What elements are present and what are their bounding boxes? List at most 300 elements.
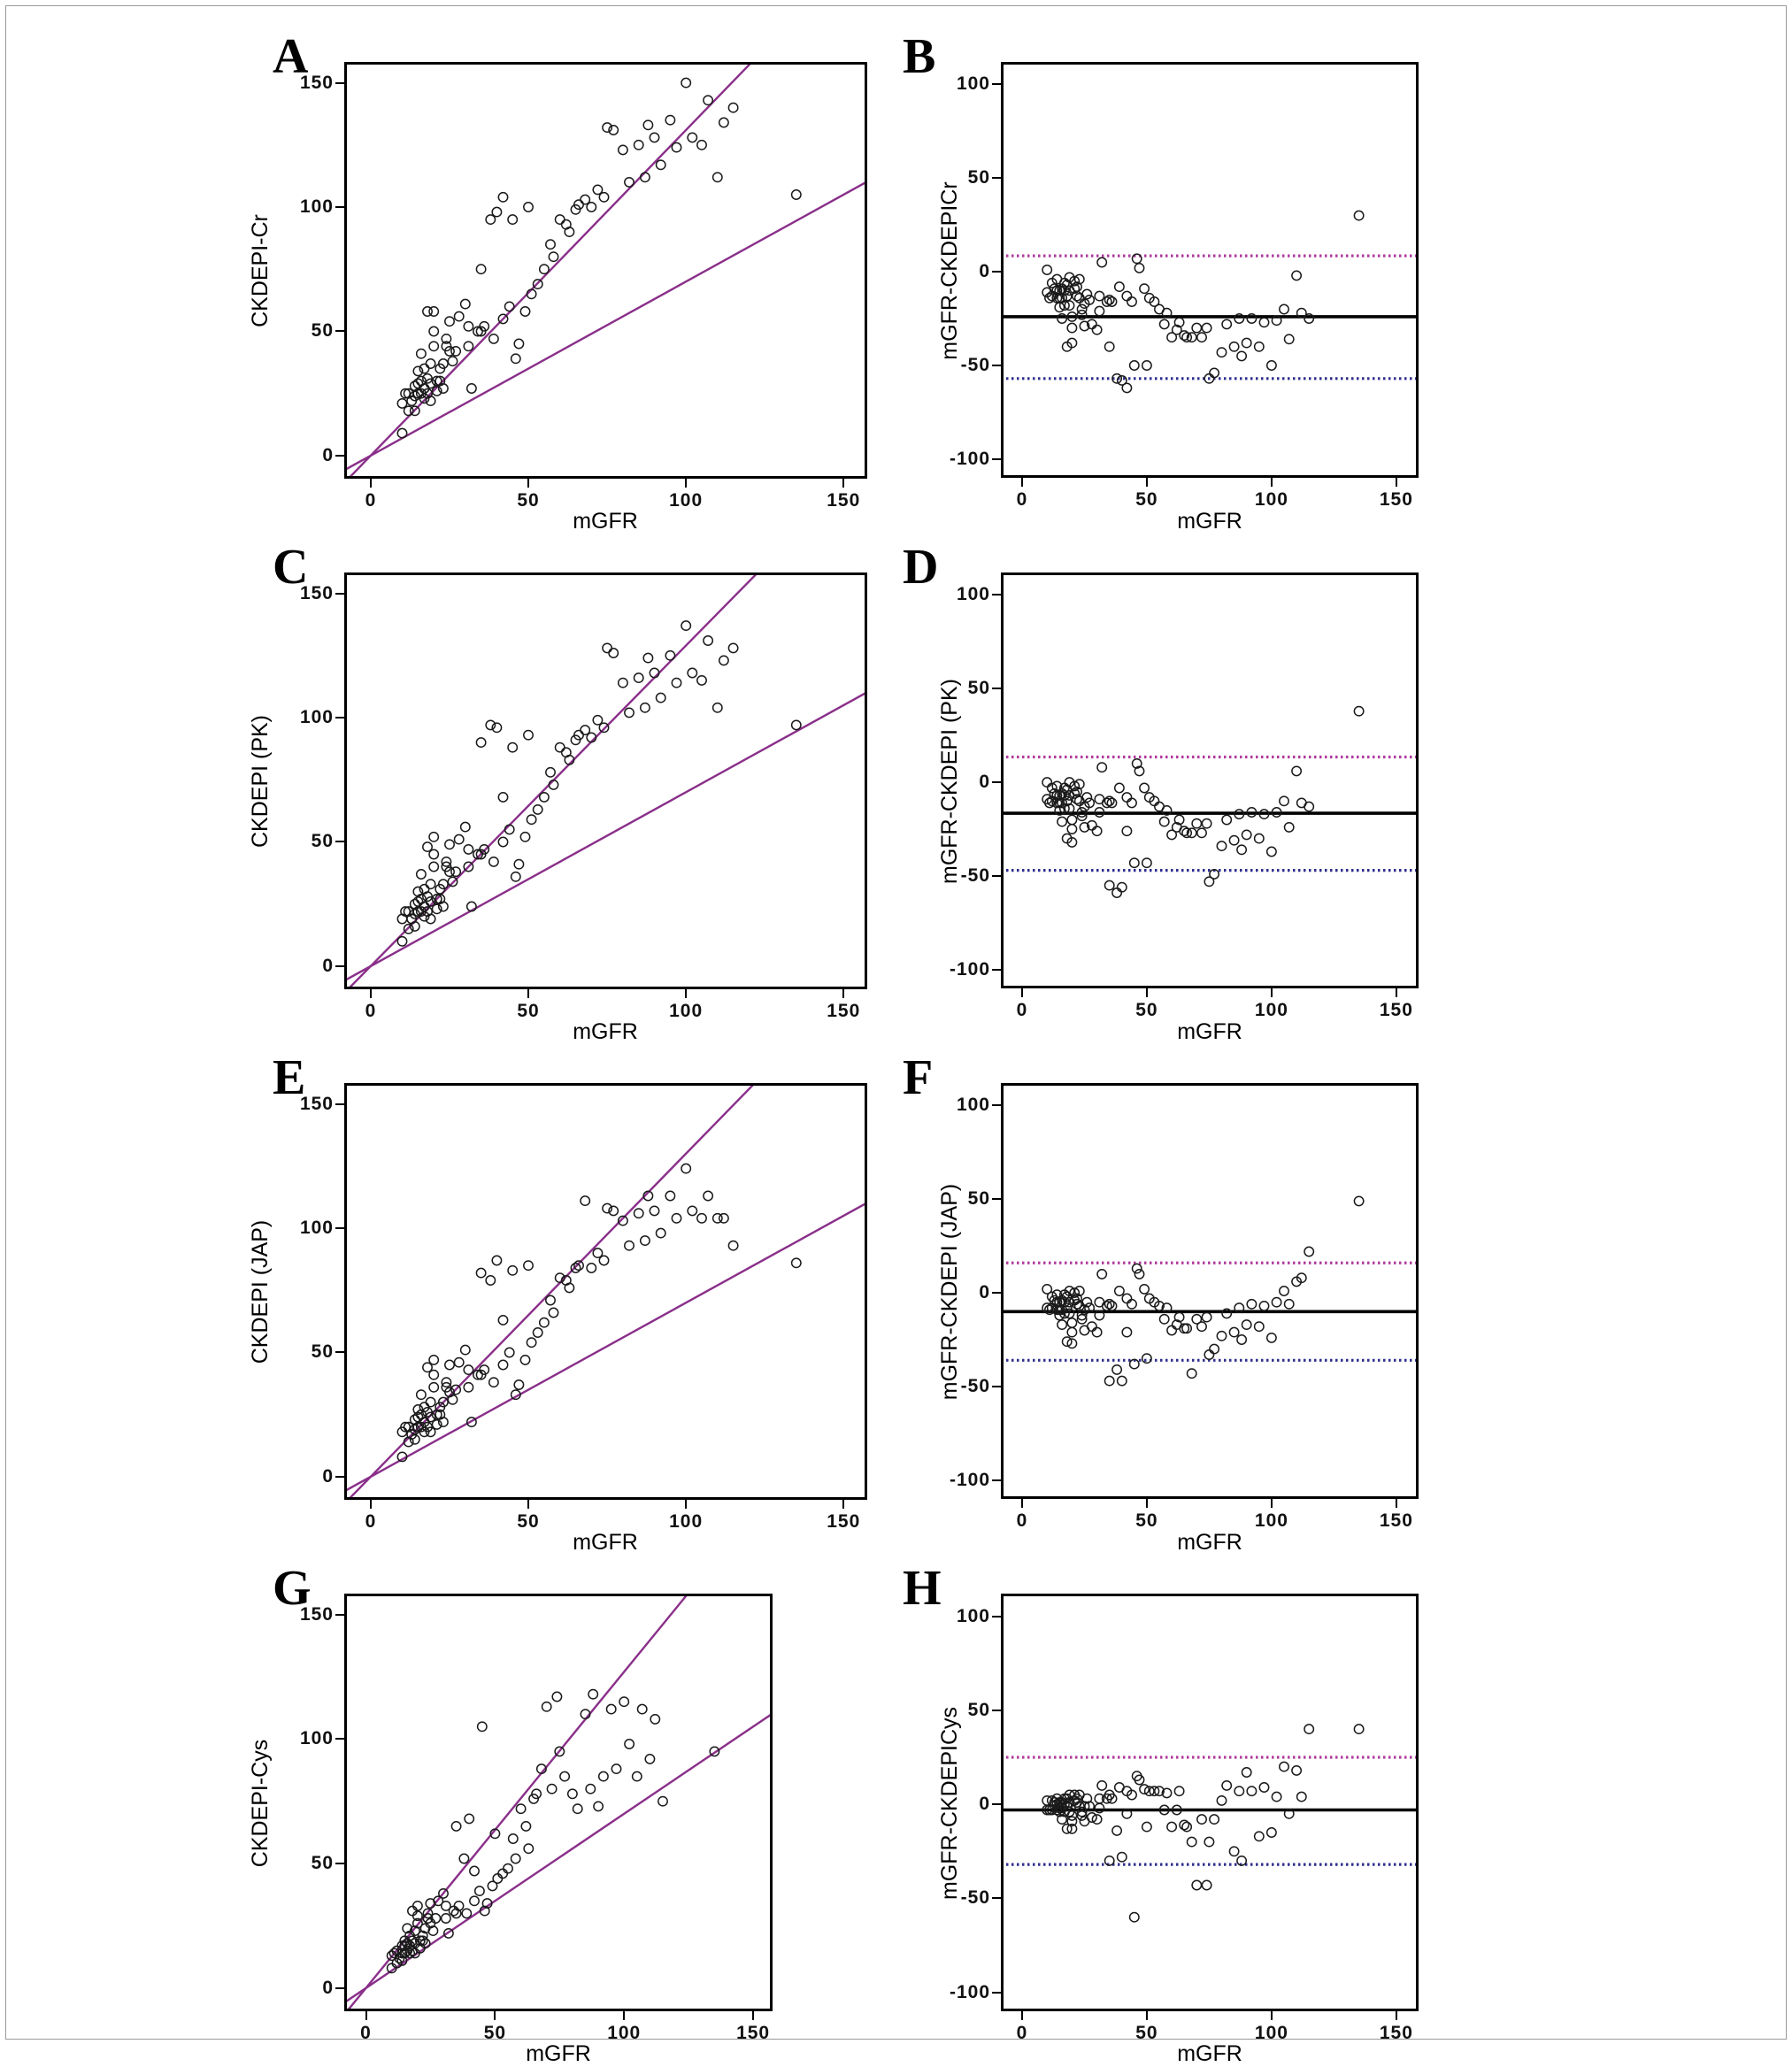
data-point <box>429 327 438 335</box>
data-point <box>1204 1350 1213 1359</box>
y-tick-label: 0 <box>322 1977 334 1998</box>
x-tick-label: 0 <box>365 1001 377 1021</box>
y-axis-label-A: CKDEPI-Cr <box>248 214 273 327</box>
panel-letter-H: H <box>903 1561 942 1616</box>
x-tick-label: 0 <box>1016 489 1028 510</box>
y-tick-label: -50 <box>960 1887 990 1909</box>
data-point <box>713 703 722 712</box>
data-point <box>465 1814 473 1823</box>
panel-letter-G: G <box>273 1561 311 1616</box>
data-point <box>1247 1300 1256 1309</box>
x-tick-mark <box>1271 2011 1273 2020</box>
y-tick-mark <box>335 1227 344 1229</box>
data-point <box>681 78 690 87</box>
reference-line <box>344 181 867 470</box>
data-point <box>641 1236 650 1245</box>
data-point <box>599 193 608 202</box>
y-tick-label: 150 <box>299 582 334 603</box>
regression-line <box>344 572 867 989</box>
data-point <box>611 1764 620 1773</box>
data-point <box>1118 1853 1127 1862</box>
y-tick-label: 0 <box>322 955 334 976</box>
data-point <box>1092 826 1101 835</box>
x-tick-label: 150 <box>827 490 861 511</box>
plot-border <box>1003 64 1418 477</box>
data-point <box>643 653 652 662</box>
data-point <box>1280 796 1288 805</box>
y-tick-mark <box>992 1104 1001 1106</box>
data-point <box>1229 1847 1238 1856</box>
x-axis-label-A: mGFR <box>573 509 638 534</box>
x-tick-label: 0 <box>365 1511 377 1532</box>
data-point <box>688 668 696 677</box>
plot-border <box>346 64 866 478</box>
data-point <box>1134 264 1143 273</box>
data-points <box>1042 211 1364 392</box>
data-point <box>1237 1335 1246 1344</box>
data-point <box>1088 1322 1096 1331</box>
data-point <box>1197 333 1206 342</box>
x-tick-mark <box>623 2011 625 2020</box>
data-point <box>505 1348 514 1356</box>
x-tick-mark <box>370 479 372 488</box>
data-point <box>546 240 555 249</box>
data-point <box>508 1266 517 1275</box>
data-point <box>599 1256 608 1264</box>
x-tick-mark <box>1146 1499 1148 1508</box>
data-point <box>1304 1247 1313 1256</box>
y-tick-label: 0 <box>322 1465 334 1487</box>
data-point <box>1255 1322 1264 1331</box>
data-point <box>1202 323 1211 332</box>
y-tick-mark <box>992 688 1001 689</box>
x-tick-mark <box>842 479 844 488</box>
data-point <box>1202 1880 1211 1889</box>
data-point <box>455 311 464 320</box>
data-point <box>681 1164 690 1172</box>
data-point <box>1140 284 1149 293</box>
y-tick-label: 150 <box>299 1093 334 1114</box>
data-point <box>514 1380 523 1389</box>
x-tick-label: 50 <box>1135 2023 1158 2043</box>
data-point <box>1105 880 1114 889</box>
y-tick-mark <box>992 594 1001 596</box>
data-point <box>657 160 665 169</box>
data-point <box>1192 819 1201 828</box>
data-point <box>429 1371 438 1379</box>
x-tick-label: 150 <box>736 2023 771 2043</box>
x-tick-mark <box>1396 988 1397 997</box>
data-point <box>1067 825 1076 834</box>
y-tick-mark <box>992 1479 1001 1481</box>
data-point <box>1122 383 1131 392</box>
panel-letter-C: C <box>273 540 309 595</box>
data-point <box>1297 1792 1306 1801</box>
y-tick-mark <box>992 271 1001 273</box>
panel-C-plot <box>344 572 867 989</box>
data-point <box>540 265 549 273</box>
data-point <box>470 1896 479 1905</box>
data-point <box>1115 282 1124 291</box>
data-point <box>1167 1325 1176 1334</box>
data-point <box>1267 1333 1276 1342</box>
data-point <box>1292 1766 1301 1775</box>
x-tick-mark <box>1396 2011 1397 2020</box>
y-tick-label: 100 <box>299 707 334 728</box>
y-tick-label: 100 <box>299 196 334 218</box>
data-point <box>565 227 573 236</box>
data-point <box>470 1866 479 1875</box>
data-point <box>542 1702 551 1711</box>
data-point <box>1259 318 1268 327</box>
data-point <box>1292 271 1301 280</box>
data-points <box>1042 1196 1364 1386</box>
y-tick-mark <box>992 1710 1001 1711</box>
data-point <box>417 1390 426 1399</box>
data-point <box>1133 254 1142 263</box>
data-point <box>1097 257 1106 266</box>
data-point <box>1242 338 1251 347</box>
data-point <box>1130 1913 1139 1922</box>
data-point <box>625 1740 634 1748</box>
x-axis-label-H: mGFR <box>1177 2041 1242 2066</box>
x-tick-label: 100 <box>669 490 704 511</box>
x-axis-label-D: mGFR <box>1177 1019 1242 1044</box>
data-point <box>560 1771 569 1780</box>
data-point <box>426 1397 435 1406</box>
x-tick-label: 150 <box>1379 1510 1413 1531</box>
x-tick-mark <box>1021 478 1023 487</box>
x-tick-mark <box>1271 478 1273 487</box>
data-point <box>429 307 438 316</box>
y-tick-mark <box>992 1803 1001 1805</box>
y-tick-label: 150 <box>299 1603 334 1625</box>
data-point <box>451 347 460 356</box>
data-point <box>1188 1369 1196 1378</box>
data-point <box>1210 1815 1219 1824</box>
data-point <box>1192 323 1201 332</box>
y-tick-label: 150 <box>299 72 334 93</box>
y-tick-mark <box>335 206 344 208</box>
reference-line <box>344 1203 867 1491</box>
y-tick-label: 100 <box>956 1605 990 1626</box>
x-tick-mark <box>1021 1499 1023 1508</box>
y-tick-label: 50 <box>967 1188 990 1210</box>
data-point <box>476 738 485 747</box>
y-tick-label: 50 <box>311 831 334 852</box>
y-tick-label: 100 <box>956 73 990 95</box>
y-tick-mark <box>335 1738 344 1740</box>
panel-F-plot <box>1001 1083 1419 1499</box>
data-point <box>461 822 470 831</box>
data-point <box>587 1264 596 1272</box>
y-tick-label: -100 <box>949 448 990 469</box>
data-point <box>1267 1828 1276 1837</box>
reference-line <box>344 1714 773 2003</box>
data-point <box>1229 342 1238 351</box>
data-point <box>1112 1365 1121 1374</box>
data-point <box>1259 1783 1268 1792</box>
panel-letter-F: F <box>903 1050 934 1105</box>
data-point <box>1304 802 1313 811</box>
data-point <box>464 342 473 350</box>
x-tick-label: 150 <box>827 1001 861 1021</box>
data-point <box>1192 1880 1201 1889</box>
x-axis-label-F: mGFR <box>1177 1530 1242 1555</box>
x-tick-mark <box>527 479 529 488</box>
x-tick-label: 100 <box>1254 2023 1288 2043</box>
data-point <box>461 299 470 308</box>
data-point <box>1234 1787 1243 1795</box>
x-tick-label: 0 <box>360 2023 372 2043</box>
data-point <box>417 350 426 358</box>
y-tick-label: -50 <box>960 354 990 375</box>
data-point <box>489 857 498 866</box>
data-point <box>556 215 565 224</box>
panel-letter-E: E <box>273 1050 306 1105</box>
reference-line <box>344 692 867 980</box>
data-point <box>1354 211 1363 219</box>
data-point <box>511 354 520 363</box>
data-point <box>1127 297 1136 306</box>
regression-line <box>344 62 867 479</box>
data-point <box>461 1345 470 1354</box>
x-tick-mark <box>1271 1499 1273 1508</box>
data-point <box>1042 778 1051 787</box>
data-point <box>397 428 406 437</box>
data-point <box>719 1214 728 1223</box>
data-point <box>1092 326 1101 334</box>
data-point <box>1174 1787 1183 1795</box>
data-point <box>1082 793 1091 802</box>
x-tick-mark <box>752 2011 754 2020</box>
data-point <box>665 651 674 660</box>
data-point <box>429 849 438 858</box>
data-point <box>1255 1832 1264 1840</box>
data-point <box>1127 1300 1136 1309</box>
data-point <box>1112 888 1121 897</box>
data-point <box>451 867 460 876</box>
data-point <box>1259 1302 1268 1310</box>
data-point <box>1280 304 1288 313</box>
x-axis-label-G: mGFR <box>526 2041 591 2066</box>
data-point <box>1354 1196 1363 1205</box>
panel-H-plot <box>1001 1594 1419 2011</box>
data-point <box>1285 823 1294 832</box>
x-tick-mark <box>1271 988 1273 997</box>
data-point <box>672 1214 681 1223</box>
data-points <box>397 1164 801 1461</box>
x-tick-mark <box>370 1500 372 1509</box>
y-axis-label-C: CKDEPI (PK) <box>248 714 273 849</box>
x-tick-label: 0 <box>1016 2023 1028 2043</box>
x-tick-mark <box>1396 478 1397 487</box>
data-point <box>445 1360 454 1369</box>
data-point <box>489 1378 498 1387</box>
data-point <box>1272 1298 1281 1307</box>
data-point <box>1242 1320 1251 1329</box>
data-point <box>516 1804 525 1813</box>
data-point <box>492 1256 501 1264</box>
x-tick-mark <box>685 1500 687 1509</box>
data-point <box>1229 1327 1238 1336</box>
data-point <box>672 679 681 688</box>
data-point <box>1067 323 1076 332</box>
data-point <box>498 793 507 802</box>
data-point <box>445 840 454 849</box>
y-tick-mark <box>992 1992 1001 1994</box>
data-point <box>464 322 473 331</box>
x-tick-label: 100 <box>669 1001 704 1021</box>
data-point <box>581 1196 589 1205</box>
y-tick-label: 0 <box>322 444 334 465</box>
data-point <box>1122 1327 1131 1336</box>
data-point <box>521 1822 530 1831</box>
data-point <box>509 1834 518 1843</box>
data-point <box>1134 1270 1143 1279</box>
panel-A-plot <box>344 62 867 479</box>
x-axis-label-C: mGFR <box>573 1019 638 1044</box>
data-point <box>498 1316 507 1325</box>
data-point <box>417 870 426 879</box>
y-tick-label: 50 <box>967 1699 990 1720</box>
data-point <box>1142 1354 1151 1363</box>
y-tick-mark <box>992 177 1001 179</box>
x-tick-mark <box>370 989 372 998</box>
x-tick-label: 50 <box>517 1511 540 1532</box>
data-point <box>1092 1327 1101 1336</box>
data-point <box>520 307 529 316</box>
data-point <box>527 1338 535 1347</box>
data-point <box>588 1690 597 1699</box>
data-point <box>514 339 523 348</box>
data-point <box>1217 348 1226 357</box>
data-point <box>1067 1318 1076 1327</box>
data-point <box>1202 1312 1211 1321</box>
y-tick-mark <box>992 969 1001 971</box>
data-point <box>520 1356 529 1364</box>
x-axis-label-B: mGFR <box>1177 509 1242 534</box>
y-tick-label: -100 <box>949 958 990 980</box>
data-point <box>1304 1725 1313 1733</box>
y-tick-mark <box>992 781 1001 783</box>
y-tick-mark <box>992 875 1001 877</box>
data-point <box>549 252 558 261</box>
data-point <box>1042 265 1051 274</box>
data-point <box>534 805 542 814</box>
x-tick-label: 50 <box>1135 1000 1158 1020</box>
data-point <box>1115 1287 1124 1295</box>
data-point <box>498 837 507 846</box>
x-tick-mark <box>1146 478 1148 487</box>
data-point <box>657 1228 665 1237</box>
data-point <box>467 384 476 393</box>
data-point <box>1105 1856 1114 1865</box>
data-point <box>426 880 435 888</box>
y-tick-label: -50 <box>960 864 990 886</box>
data-points <box>397 78 801 437</box>
data-point <box>713 173 722 181</box>
y-tick-label: 50 <box>311 320 334 342</box>
panel-G-plot <box>344 1594 773 2011</box>
y-axis-label-D: mGFR-CKDEPI (PK) <box>937 679 962 884</box>
data-point <box>1115 783 1124 792</box>
data-point <box>462 1909 471 1917</box>
x-tick-label: 150 <box>1379 1000 1413 1020</box>
y-tick-mark <box>335 717 344 718</box>
data-point <box>587 203 596 211</box>
data-point <box>524 1844 533 1853</box>
data-point <box>619 145 627 154</box>
data-point <box>625 708 634 717</box>
data-point <box>650 1715 659 1724</box>
data-point <box>1160 817 1169 826</box>
data-point <box>511 1854 520 1863</box>
x-tick-mark <box>1146 2011 1148 2020</box>
y-tick-label: 0 <box>979 1282 990 1303</box>
data-point <box>638 1704 647 1713</box>
data-point <box>464 1383 473 1392</box>
data-point <box>534 1328 542 1337</box>
data-point <box>498 1869 507 1878</box>
y-axis-label-F: mGFR-CKDEPI (JAP) <box>937 1183 962 1401</box>
data-point <box>1197 1815 1206 1824</box>
data-point <box>1140 1285 1149 1294</box>
y-tick-mark <box>335 455 344 457</box>
x-tick-mark <box>842 989 844 998</box>
x-tick-mark <box>1021 988 1023 997</box>
y-tick-mark <box>992 1897 1001 1899</box>
data-point <box>429 342 438 350</box>
data-point <box>504 1864 512 1873</box>
panel-letter-B: B <box>903 29 936 84</box>
data-point <box>429 1383 438 1392</box>
data-point <box>426 359 435 368</box>
data-point <box>658 1797 667 1806</box>
data-point <box>1067 1327 1076 1336</box>
data-point <box>1097 1270 1106 1279</box>
data-point <box>1142 858 1151 867</box>
data-point <box>565 1283 573 1292</box>
data-point <box>524 203 533 211</box>
y-tick-label: 50 <box>311 1853 334 1874</box>
data-point <box>586 1785 595 1794</box>
data-point <box>486 215 495 224</box>
data-point <box>1058 1320 1066 1329</box>
y-tick-label: 50 <box>967 167 990 188</box>
data-point <box>792 720 801 729</box>
data-point <box>1237 351 1246 360</box>
y-tick-label: 0 <box>979 261 990 282</box>
data-point <box>1122 1294 1131 1302</box>
data-point <box>1292 766 1301 775</box>
y-tick-label: 100 <box>299 1728 334 1749</box>
data-point <box>547 1785 556 1794</box>
data-point <box>1280 1762 1288 1771</box>
data-point <box>442 1914 450 1923</box>
data-point <box>520 833 529 841</box>
data-point <box>397 937 406 946</box>
data-point <box>1122 291 1131 300</box>
data-point <box>486 1276 495 1285</box>
y-tick-mark <box>335 965 344 967</box>
data-point <box>546 1295 555 1304</box>
x-tick-mark <box>494 2011 496 2020</box>
data-point <box>672 142 681 151</box>
data-point <box>1130 858 1139 867</box>
data-point <box>681 621 690 630</box>
data-point <box>455 834 464 843</box>
